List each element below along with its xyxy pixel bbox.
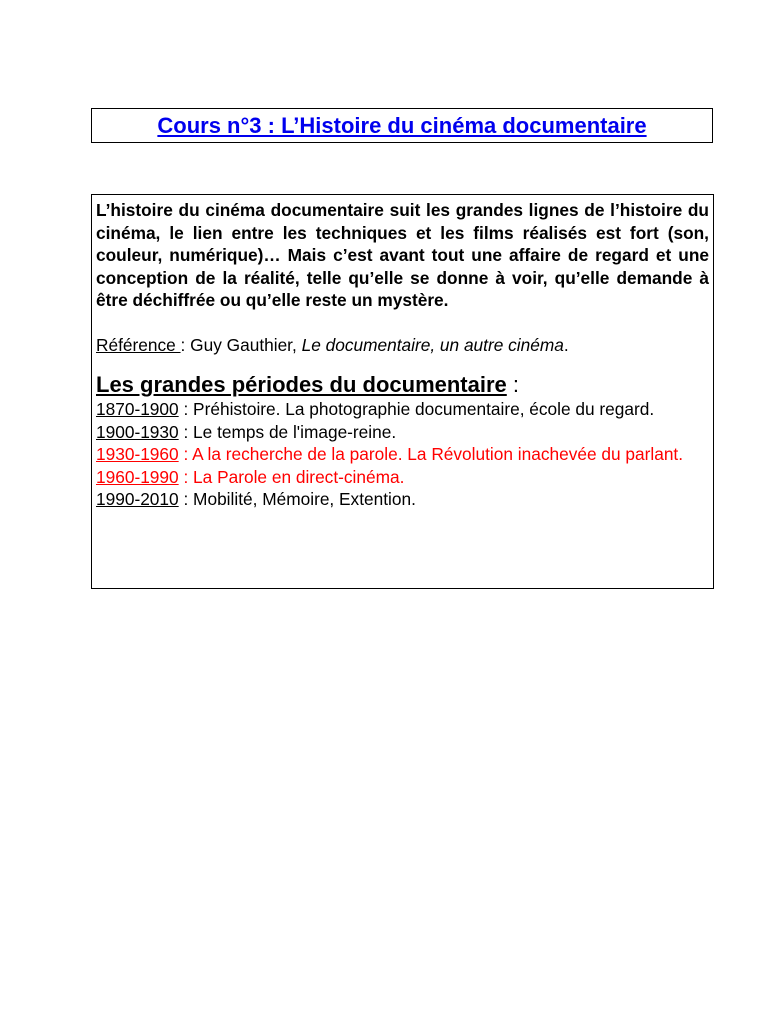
reference-end: . [563, 334, 569, 355]
content-box [91, 194, 714, 589]
section-heading-colon: : [506, 372, 520, 397]
section-heading-text: Les grandes périodes du documentaire [96, 372, 507, 397]
period-item [96, 466, 709, 489]
period-description: : La Parole en direct-cinéma. [178, 466, 405, 487]
title-box [91, 108, 713, 143]
period-description: : A la recherche de la parole. La Révolution inachevée du parlant. [178, 444, 684, 464]
period-description: : Préhistoire. La photographie documentaire, école du regard. [178, 399, 655, 419]
period-description: : Le temps de l'image-reine. [178, 421, 397, 442]
reference-separator: : [180, 334, 191, 355]
reference-work-title: Le documentaire, un autre cinéma [301, 334, 564, 355]
period-list [96, 398, 709, 511]
period-item [96, 443, 709, 466]
reference-line [96, 334, 709, 357]
period-years: 1870-1900 [96, 399, 179, 419]
intro-paragraph: L’histoire du cinéma documentaire suit les grandes lignes de l’histoire du cinéma, le lien entre les techniques et les films réalisés est fort (son, couleur, numérique)… Mais c’est avant tout une affaire de regard et une conception de la réalité, telle qu’elle se donne à voir, qu’elle demande à être déchiffrée ou qu’elle reste un mystère. [96, 200, 709, 310]
section-heading [96, 372, 709, 398]
period-item [96, 398, 709, 421]
period-description: : Mobilité, Mémoire, Extention. [178, 489, 416, 509]
period-years: 1960-1990 [96, 466, 179, 487]
reference-author: Guy Gauthier, [190, 334, 302, 355]
period-item [96, 488, 709, 511]
period-years: 1900-1930 [96, 421, 179, 442]
reference-label: Référence [96, 334, 181, 355]
page-title: Cours n°3 : L’Histoire du cinéma documentaire [157, 113, 647, 138]
period-item [96, 421, 709, 444]
period-years: 1930-1960 [96, 444, 179, 464]
period-years: 1990-2010 [96, 489, 179, 509]
